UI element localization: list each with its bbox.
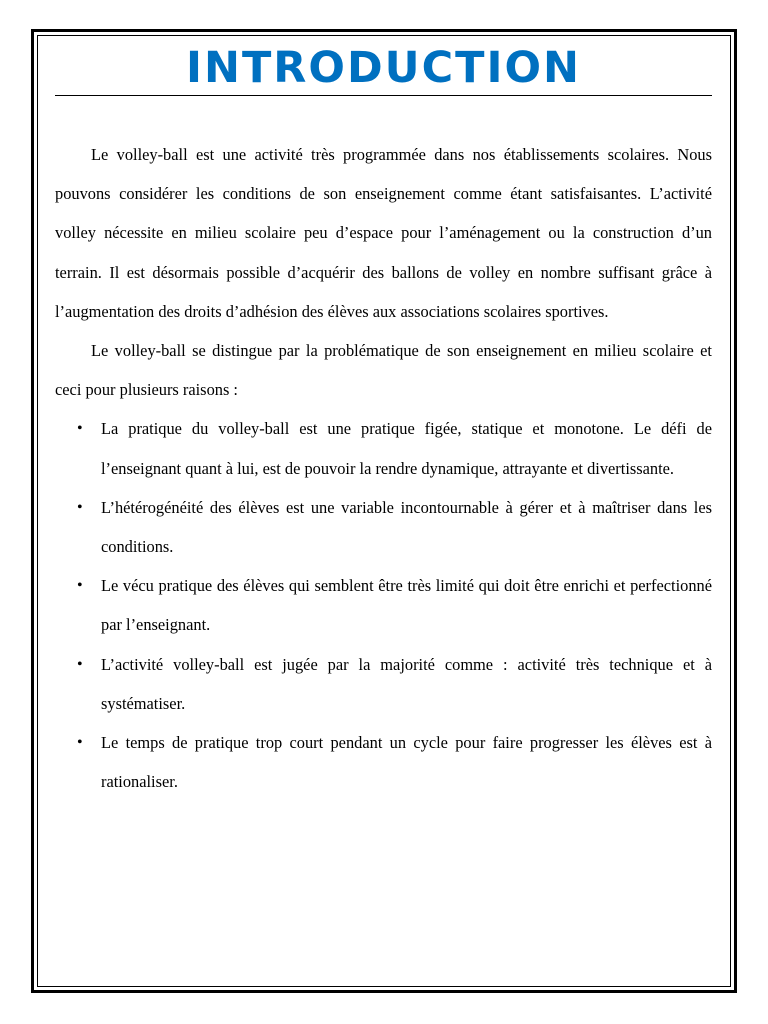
list-item-text: Le vécu pratique des élèves qui semblent être très limité qui doit être enrichi et perfectionné par l’enseignant. (101, 576, 712, 635)
list-item (55, 409, 712, 487)
bullet-icon: • (77, 734, 83, 752)
list-item-text: L’hétérogénéité des élèves est une variable incontournable à gérer et à maîtriser dans les conditions. (101, 497, 712, 557)
paragraph-intro: Le volley-ball est une activité très programmée dans nos établissements scolaires. Nous pouvons considérer les conditions de son enseignement comme étant satisfaisantes. L’activité volley nécessite en milieu scolaire peu d’espace pour l’aménagement ou la construction d’un terrain. Il est désormais possible d’acquérir des ballons de volley en nombre suffisant grâce à l’augmentation des droits d’adhésion des élèves aux associations scolaires sportives. (55, 145, 712, 321)
reasons-list (55, 409, 712, 801)
list-item (55, 723, 712, 801)
bullet-icon: • (77, 655, 83, 673)
list-item (55, 645, 712, 723)
list-item-text: L’activité volley-ball est jugée par la majorité comme : activité très technique et à systématiser. (101, 654, 712, 713)
bullet-icon: • (77, 420, 83, 438)
list-item-text: La pratique du volley-ball est une pratique figée, statique et monotone. Le défi de l’enseignant quant à lui, est de pouvoir la rendre dynamique, attrayante et divertissante. (101, 419, 712, 478)
list-item (55, 566, 712, 644)
list-item-text: Le temps de pratique trop court pendant un cycle pour faire progresser les élèves est à rationaliser. (101, 733, 712, 792)
bullet-icon: • (77, 498, 83, 516)
paragraph-problem: Le volley-ball se distingue par la problématique de son enseignement en milieu scolaire et ceci pour plusieurs raisons : (55, 341, 712, 400)
document-body (55, 135, 712, 801)
bullet-icon: • (77, 577, 83, 595)
page-title: INTRODUCTION (185, 43, 582, 93)
title-underline (55, 95, 712, 96)
list-item (55, 488, 712, 566)
